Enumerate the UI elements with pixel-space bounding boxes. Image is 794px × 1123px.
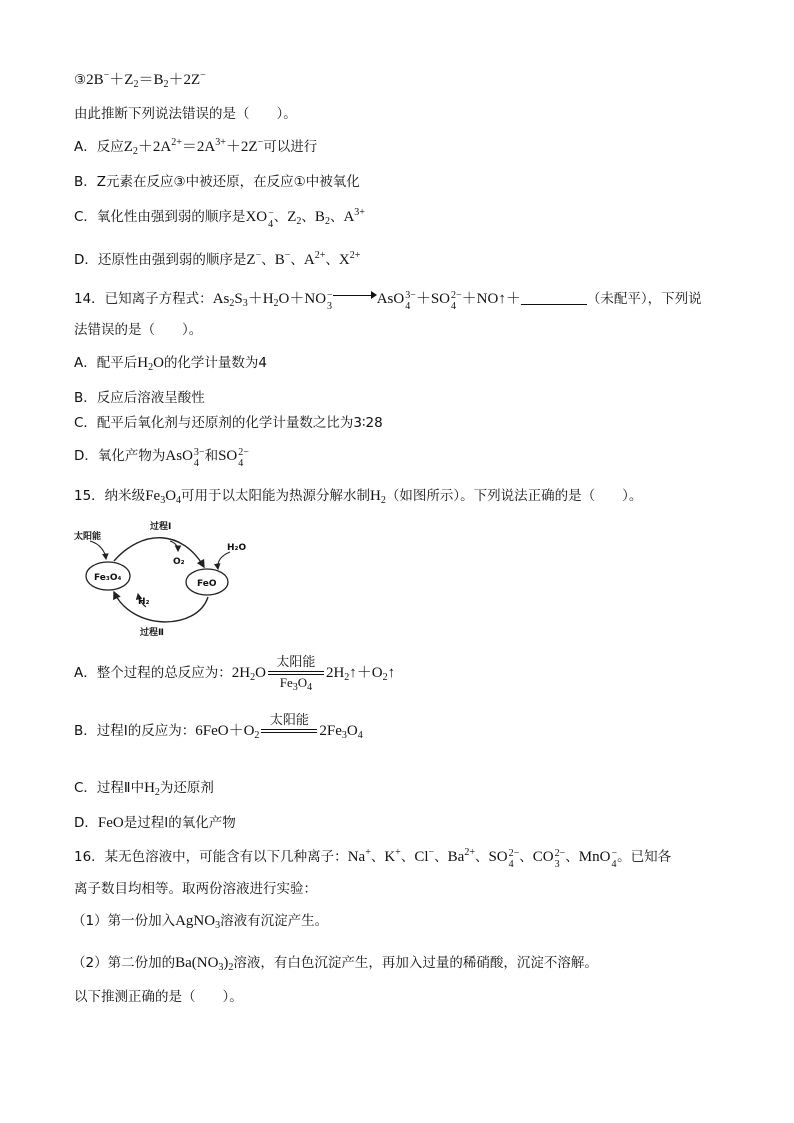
q16-stem: 16．某无色溶液中，可能含有以下几种离子：Na+、K+、Cl−、$Ba^{2+}$、SO 2− 4 、CO 2− 3 、MnO − 4 。已知各 [74, 847, 672, 870]
q15-stem: 15．纳米级$Fe_3O_4$可用于以太阳能为热源分解水制$H_2$（如图所示）。下列说法正确的是（ ）。 [74, 488, 643, 506]
q15-option-c: C．过程Ⅱ中$H_2$为还原剂 [74, 780, 214, 798]
q16-experiment-2: （2）第二份加的$Ba(NO_3)_2$溶液，有白色沉淀产生，再加入过量的稀硝酸，沉淀不溶解。 [72, 955, 598, 973]
h2o-arrow [218, 552, 230, 569]
q13-stem: 由此推断下列说法错误的是（ ）。 [74, 106, 297, 122]
reaction-condition: 太阳能 $Fe_3O_4$ [268, 655, 324, 691]
process-2-arc [114, 592, 208, 622]
q14-option-a: A．配平后$H_2O$的化学计量数为4 [74, 355, 268, 373]
fe3o4-label: Fe₃O₄ [94, 573, 122, 583]
q15-option-b: B．过程Ⅰ的反应为：$6FeO+O_2$ 太阳能 $2Fe_3O_4$ [74, 713, 363, 749]
process-1-label: 过程Ⅰ [150, 522, 172, 532]
q16-experiment-1: （1）第一份加入AgNO$_3$溶液有沉淀产生。 [72, 913, 329, 931]
q13-option-a: A．反应$Z_2+2A^{2+}=2A^{3+}+2Z^-$可以进行 [74, 137, 318, 157]
sun-label: 太阳能 [74, 532, 102, 542]
q14-stem: 14．已知离子方程式：$As_2S_3+H_2O+NO$ − 3 AsO 3− 4 ＋SO 2− 4 ＋NO↑＋ （未配平），下列说 [74, 290, 702, 312]
o2-label: O₂ [173, 557, 185, 567]
feo-label: FeO [197, 579, 217, 589]
sun-arrow [90, 541, 106, 559]
reaction-condition: 太阳能 [261, 713, 317, 749]
q13-eq3-mark: ③ [74, 72, 87, 88]
q13-option-d: D．还原性由强到弱的顺序是Z−、B−、$A^{2+}$、$X^{2+}$ [74, 250, 361, 268]
q16-conclusion: 以下推测正确的是（ ）。 [74, 989, 243, 1005]
fe3o4-cycle-diagram [72, 519, 262, 639]
answer-blank [521, 290, 587, 305]
q16-stem-2: 离子数目均相等。取两份溶液进行实验： [74, 881, 317, 897]
q14-option-b: B．反应后溶液呈酸性 [74, 390, 205, 406]
process-2-label: 过程Ⅱ [140, 628, 164, 638]
q13-option-c: C．氧化性由强到弱的顺序是XO − 4 、$Z_2$、$B_2$、$A^{3+}$ [74, 207, 365, 230]
q13-equation-3: $③2B^-+Z_2=B_2+2Z^-$ [74, 70, 206, 90]
h2-label: H₂ [138, 597, 150, 607]
process-1-arc [114, 538, 204, 567]
q14-stem-2: 法错误的是（ ）。 [74, 322, 203, 338]
h2o-label: H₂O [227, 543, 247, 553]
q13-option-b: B．Z元素在反应③中被还原，在反应①中被氧化 [74, 174, 360, 190]
reaction-arrow [333, 291, 377, 301]
q15-option-a: A．整个过程的总反应为：$2H_2O$ 太阳能 $Fe_3O_4$ $2H_2↑+O_2↑$ [74, 655, 396, 693]
q14-option-c: C．配平后氧化剂与还原剂的化学计量数之比为3∶28 [74, 415, 383, 431]
o2-arrow [170, 541, 178, 551]
q14-option-d: D．氧化产物为AsO 3− 4 和SO 2− 4 [74, 447, 249, 469]
q15-option-d: D．FeO是过程Ⅰ的氧化产物 [74, 815, 236, 831]
